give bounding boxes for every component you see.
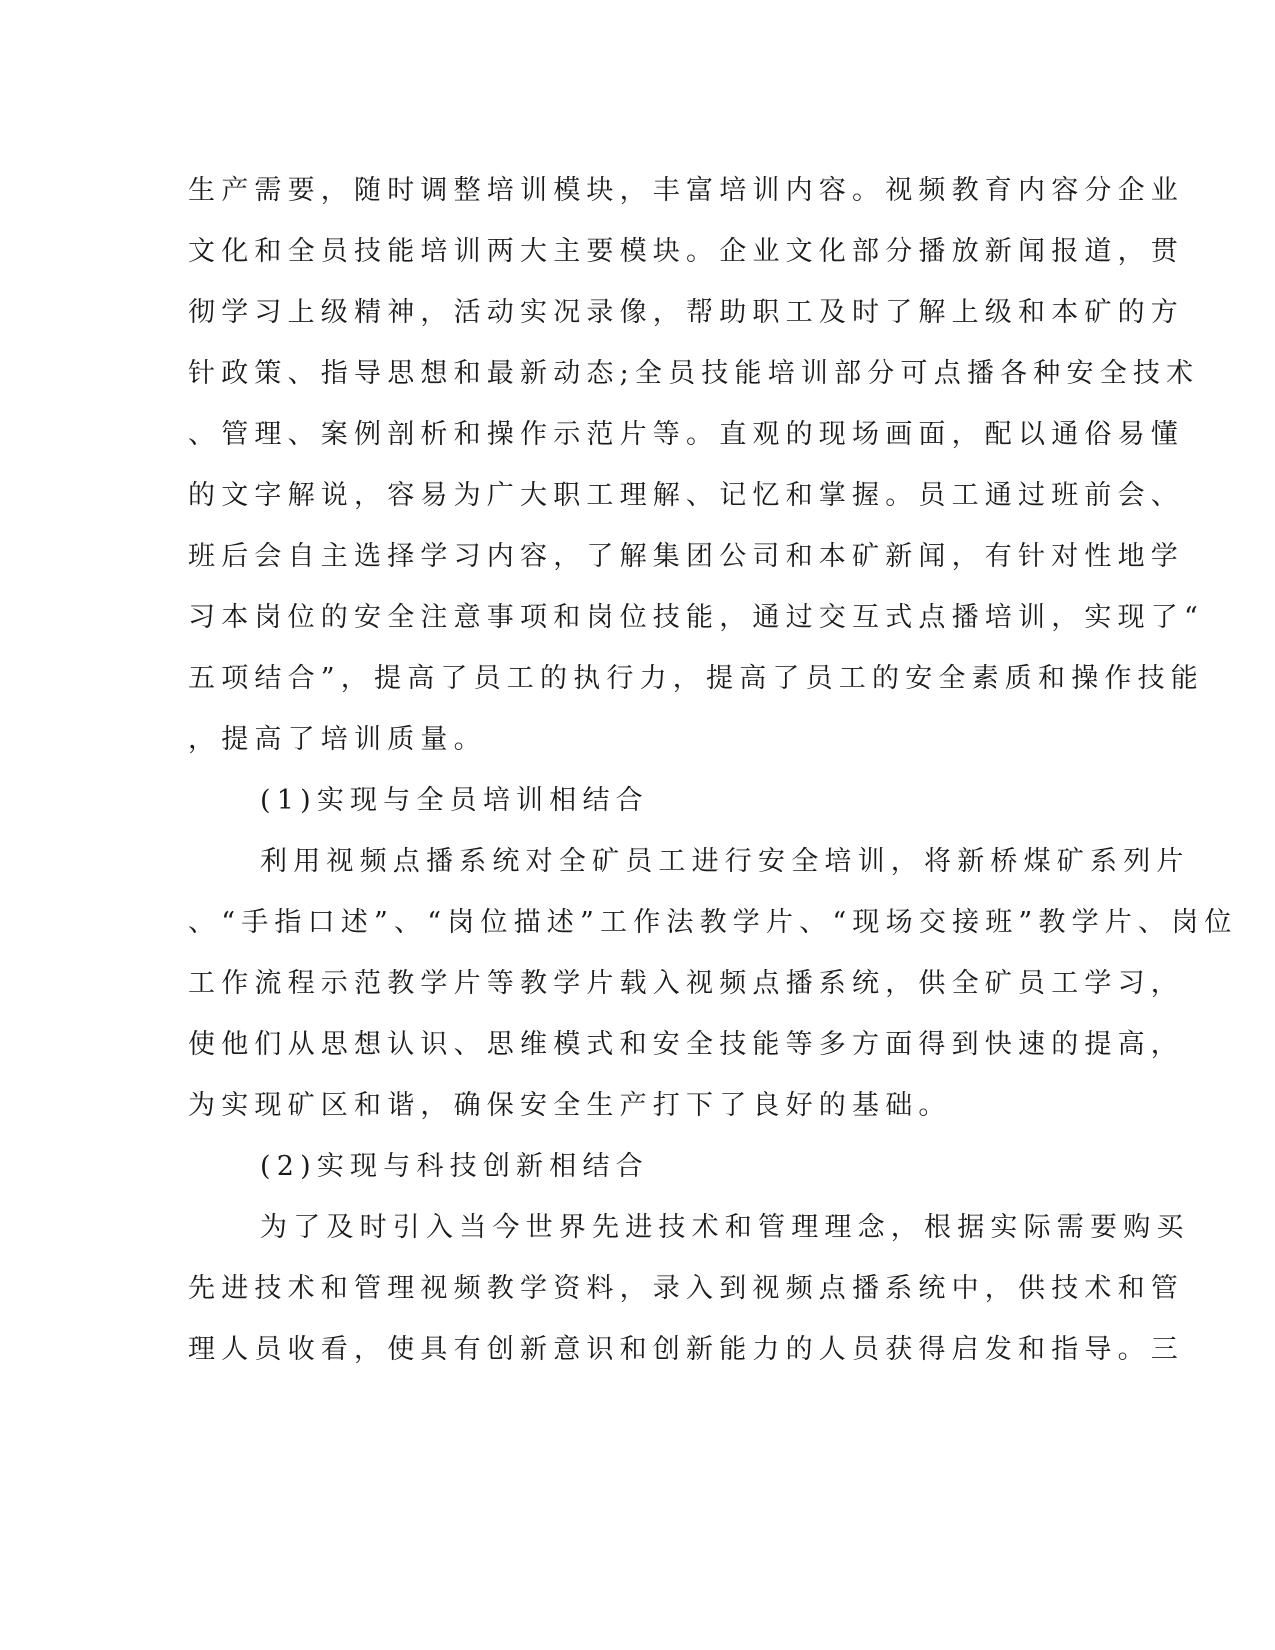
- paragraph-line: 为了及时引入当今世界先进技术和管理理念，根据实际需要购买: [260, 1212, 1190, 1243]
- paragraph-line: 习本岗位的安全注意事项和岗位技能，通过交互式点播培训，实现了“: [188, 602, 1205, 633]
- paragraph-line: 的文字解说，容易为广大职工理解、记忆和掌握。员工通过班前会、: [188, 480, 1184, 511]
- section-heading: (1)实现与全员培训相结合: [260, 785, 649, 816]
- section-heading: (2)实现与科技创新相结合: [260, 1151, 649, 1182]
- paragraph-line: 理人员收看，使具有创新意识和创新能力的人员获得启发和指导。三: [188, 1334, 1184, 1365]
- paragraph-line: 、管理、案例剖析和操作示范片等。直观的现场画面，配以通俗易懂: [188, 419, 1184, 450]
- paragraph-line: 生产需要，随时调整培训模块，丰富培训内容。视频教育内容分企业: [188, 175, 1184, 206]
- paragraph-line: 使他们从思想认识、思维模式和安全技能等多方面得到快速的提高，: [188, 1029, 1184, 1060]
- body-text: [188, 160, 1238, 1380]
- paragraph-line: 为实现矿区和谐，确保安全生产打下了良好的基础。: [188, 1090, 952, 1121]
- paragraph-line: 利用视频点播系统对全矿员工进行安全培训，将新桥煤矿系列片: [260, 846, 1190, 877]
- paragraph-line: 、“手指口述”、“岗位描述”工作法教学片、“现场交接班”教学片、岗位: [188, 907, 1238, 938]
- paragraph-line: 针政策、指导思想和最新动态;全员技能培训部分可点播各种安全技术: [188, 358, 1200, 389]
- paragraph-line: ，提高了培训质量。: [188, 724, 487, 755]
- paragraph-line: 彻学习上级精神，活动实况录像，帮助职工及时了解上级和本矿的方: [188, 297, 1184, 328]
- paragraph-line: 工作流程示范教学片等教学片载入视频点播系统，供全矿员工学习，: [188, 968, 1184, 999]
- paragraph-line: 五项结合”，提高了员工的执行力，提高了员工的安全素质和操作技能: [188, 663, 1205, 694]
- paragraph-line: 文化和全员技能培训两大主要模块。企业文化部分播放新闻报道，贯: [188, 236, 1184, 267]
- paragraph-line: 先进技术和管理视频教学资料，录入到视频点播系统中，供技术和管: [188, 1273, 1184, 1304]
- paragraph-line: 班后会自主选择学习内容，了解集团公司和本矿新闻，有针对性地学: [188, 541, 1184, 572]
